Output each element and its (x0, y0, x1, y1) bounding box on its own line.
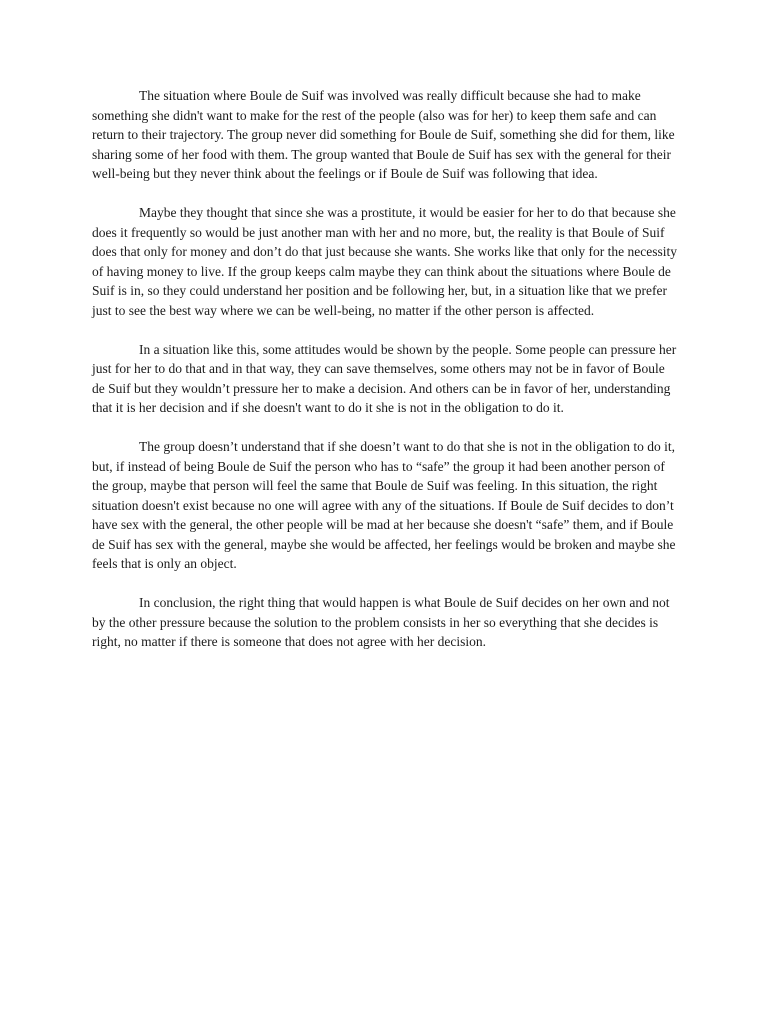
document-body (92, 86, 677, 671)
paragraph-conclusion: In conclusion, the right thing that would happen is what Boule de Suif decides on her own and not by the other pressure because the solution to the problem consists in her so everything that she decides is right, no matter if there is someone that does not agree with her decision. (92, 595, 670, 649)
paragraph-group-understanding: The group doesn’t understand that if she doesn’t want to do that she is not in the obligation to do it, but, if instead of being Boule de Suif the person who has to “safe” the group it had been another person of the group, maybe that person will feel the same that Boule de Suif was feeling. In this situation, the right situation doesn't exist because no one will agree with any of the situations. If Boule de Suif decides to don’t have sex with the general, the other people will be mad at her because she doesn't “safe” them, and if Boule de Suif has sex with the general, maybe she would be affected, her feelings would be broken and maybe she feels that is only an object. (92, 439, 676, 571)
paragraph-prostitute: Maybe they thought that since she was a prostitute, it would be easier for her to do that because she does it frequently so would be just another man with her and no more, but, the reality is that Boule of Suif does that only for money and don’t do that just because she wants. She works like that only for the necessity of having money to live. If the group keeps calm maybe they can think about the situations where Boule de Suif is in, so they could understand her position and be following her, but, in a situation like that we prefer just to see the best way where we can be well-being, no matter if the other person is affected. (92, 205, 678, 318)
paragraph-situation: The situation where Boule de Suif was involved was really difficult because she had to make something she didn't want to make for the rest of the people (also was for her) to keep them safe and can return to their trajectory. The group never did something for Boule de Suif, something she did for them, like sharing some of her food with them. The group wanted that Boule de Suif has sex with the general for their well-being but they never think about the feelings or if Boule de Suif was following that idea. (92, 88, 675, 181)
paragraph-attitudes: In a situation like this, some attitudes would be shown by the people. Some people can pressure her just for her to do that and in that way, they can save themselves, some others may not be in favor of Boule de Suif but they wouldn’t pressure her to make a decision. And others can be in favor of her, understanding that it is her decision and if she doesn't want to do it she is not in the obligation to do it. (92, 341, 677, 415)
